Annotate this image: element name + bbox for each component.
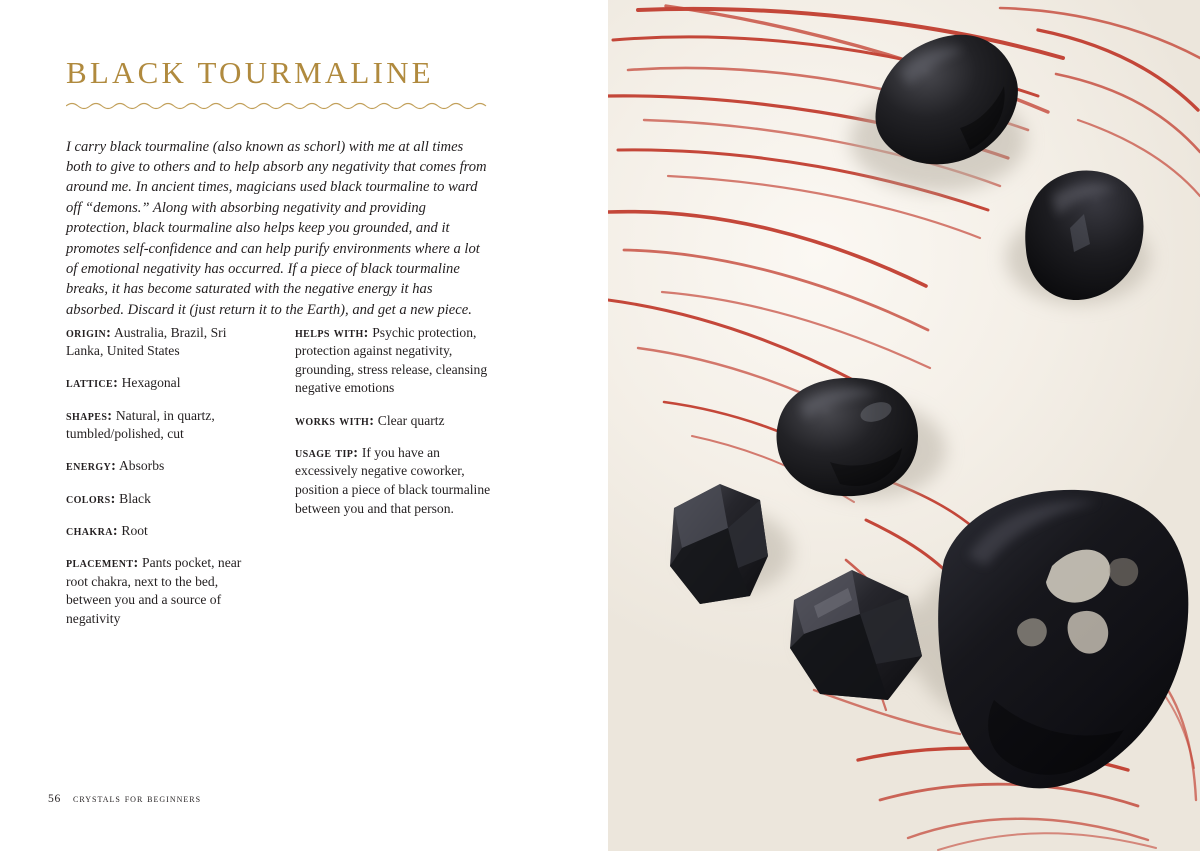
stone-left-crystal [670,484,768,604]
attribute-label: helps with: [295,324,369,341]
attribute-energy [66,457,263,476]
attribute-label: shapes: [66,407,113,424]
attribute-value: Root [121,522,148,538]
attribute-works-with [295,412,492,431]
page-footer [48,792,201,805]
attribute-column-left [66,310,263,641]
attribute-label: origin: [66,324,112,341]
attribute-value: Natural, in quartz, tumbled/polished, cut [66,407,215,442]
attribute-column-right [295,310,492,641]
attribute-chakra [66,522,263,541]
attribute-value: Hexagonal [121,375,181,391]
attribute-placement [66,554,263,628]
attribute-value: Psychic protection, protection against negativity, grounding, stress release, cleansing negative emotions [295,324,488,396]
attribute-label: usage tip: [295,444,359,461]
page-title: BLACK TOURMALINE [66,55,434,90]
attribute-colors [66,490,263,509]
page-number: 56 [48,792,61,805]
attribute-label: chakra: [66,522,118,539]
decorative-wave-divider [66,100,489,112]
attribute-label: energy: [66,458,117,475]
attribute-helps-with [295,324,492,398]
attribute-label: lattice: [66,375,119,392]
attribute-columns [66,310,492,641]
attribute-value: Black [119,490,151,506]
photo-page [608,0,1200,851]
attribute-value: If you have an excessively negative coworker, position a piece of black tourmaline between you and that person. [295,444,491,516]
attribute-value: Clear quartz [377,412,445,428]
intro-paragraph: I carry black tourmaline (also known as schorl) with me at all times both to give to others and to help absorb any negativity that comes from around me. In ancient times, magicians used black tourmaline to ward off “demons.” Along with absorbing negativity and providing protection, black tourmaline also helps keep you grounded, and it promotes self-confidence and can help purify environments where a lot of emotional negativity has occurred. If a piece of black tourmaline breaks, it has become saturated with the negative energy it has absorbed. Discard it (just return it to the Earth), and get a new piece. [66,138,487,318]
attribute-lattice [66,374,263,393]
attribute-label: works with: [295,412,375,429]
stone-middle [777,378,919,496]
attribute-value: Australia, Brazil, Sri Lanka, United States [66,324,227,359]
attribute-label: placement: [66,554,139,571]
stone-large-raw [938,490,1188,788]
attribute-usage-tip [295,444,492,518]
stone-lower-crystal [790,570,922,700]
attribute-origin [66,324,263,361]
attribute-value: Absorbs [118,458,165,474]
red-brushstroke-artwork [608,0,1200,851]
attribute-shapes [66,407,263,444]
attribute-value: Pants pocket, near root chakra, next to the bed, between you and a source of negativity [66,554,242,626]
book-title: crystals for beginners [73,792,202,805]
attribute-label: colors: [66,490,116,507]
